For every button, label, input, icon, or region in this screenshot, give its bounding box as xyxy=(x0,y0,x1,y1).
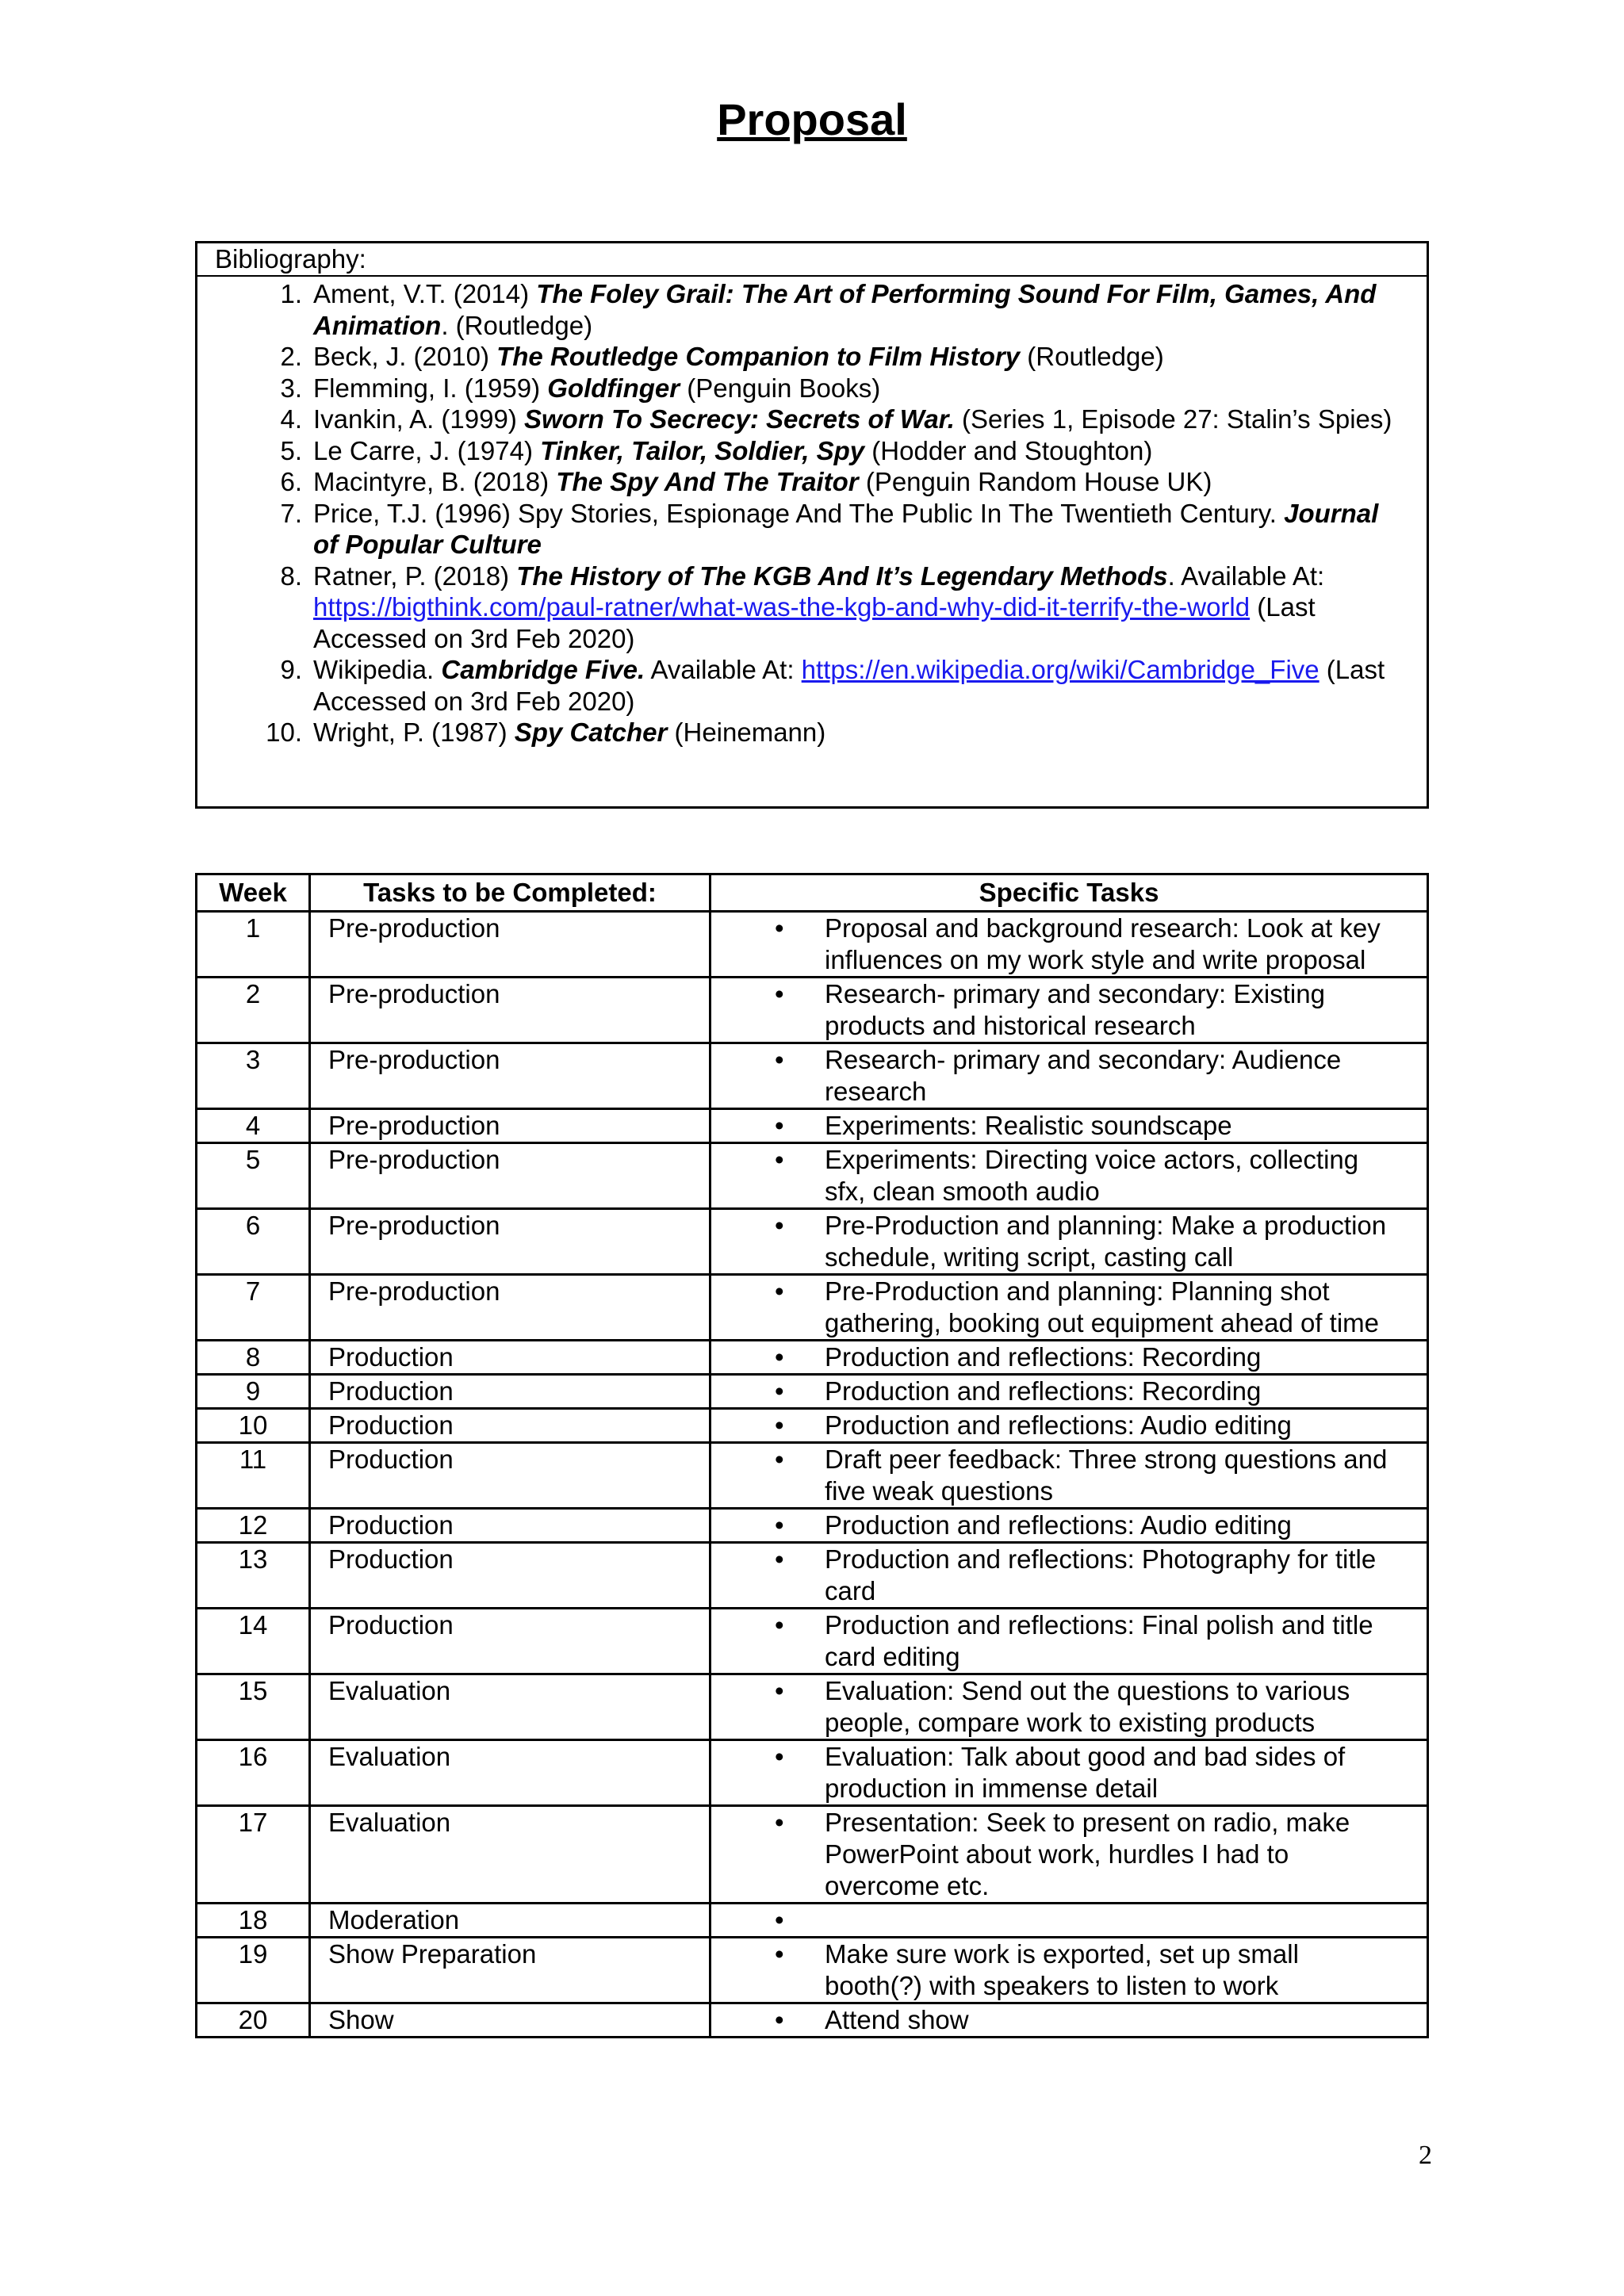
item-text: (Penguin Books) xyxy=(680,373,881,403)
bibliography-item xyxy=(197,278,1427,341)
table-row xyxy=(197,1674,1428,1740)
bibliography-item xyxy=(197,404,1427,435)
specific-task-text: Production and reflections: Photography for title card xyxy=(825,1544,1377,1605)
week-cell: 8 xyxy=(197,1341,310,1375)
item-title: The History of The KGB And It’s Legendary Methods xyxy=(516,561,1168,591)
item-title: The Foley Grail: The Art of Performing Sound For Film, Games, And Animation xyxy=(313,279,1377,340)
table-row xyxy=(197,1375,1428,1409)
specific-task-cell xyxy=(710,2003,1428,2038)
item-number: 6. xyxy=(280,467,302,496)
task-cell: Evaluation xyxy=(310,1674,710,1740)
task-cell: Moderation xyxy=(310,1904,710,1938)
header-tasks: Tasks to be Completed: xyxy=(310,874,710,912)
specific-task-cell xyxy=(710,1740,1428,1806)
specific-task-cell xyxy=(710,1543,1428,1609)
bullet-icon: • xyxy=(775,1145,784,1174)
bullet-icon: • xyxy=(775,1111,784,1140)
table-row xyxy=(197,1609,1428,1674)
bullet-icon: • xyxy=(775,1342,784,1372)
specific-task-cell xyxy=(710,1609,1428,1674)
table-row xyxy=(197,2003,1428,2038)
item-title: The Spy And The Traitor xyxy=(556,467,859,496)
task-cell: Pre-production xyxy=(310,912,710,978)
task-cell: Production xyxy=(310,1375,710,1409)
item-number: 10. xyxy=(266,718,302,747)
specific-task-cell xyxy=(710,912,1428,978)
specific-task-text: Draft peer feedback: Three strong questions and five weak questions xyxy=(825,1445,1388,1506)
item-text: Wright, P. (1987) xyxy=(313,718,515,747)
bibliography-item xyxy=(197,654,1427,717)
bullet-icon: • xyxy=(775,1510,784,1540)
table-row xyxy=(197,912,1428,978)
bullet-icon: • xyxy=(775,1610,784,1640)
task-cell: Evaluation xyxy=(310,1740,710,1806)
item-text: Wikipedia. xyxy=(313,655,442,684)
specific-task-cell xyxy=(710,1443,1428,1509)
schedule-table xyxy=(195,873,1429,2038)
specific-task-text: Research- primary and secondary: Audience research xyxy=(825,1045,1342,1106)
task-cell: Show Preparation xyxy=(310,1938,710,2003)
specific-task-cell xyxy=(710,1341,1428,1375)
table-row xyxy=(197,1209,1428,1275)
specific-task-text: Experiments: Directing voice actors, collecting sfx, clean smooth audio xyxy=(825,1145,1359,1206)
week-cell: 18 xyxy=(197,1904,310,1938)
item-text: Beck, J. (2010) xyxy=(313,342,497,371)
task-cell: Pre-production xyxy=(310,1275,710,1341)
item-title: Journal of Popular Culture xyxy=(313,498,1379,559)
specific-task-cell xyxy=(710,1043,1428,1109)
item-title: The Routledge Companion to Film History xyxy=(496,342,1021,371)
week-cell: 17 xyxy=(197,1806,310,1904)
header-specific: Specific Tasks xyxy=(710,874,1428,912)
task-cell: Pre-production xyxy=(310,1043,710,1109)
item-number: 9. xyxy=(280,655,302,684)
task-cell: Production xyxy=(310,1409,710,1443)
bibliography-heading: Bibliography: xyxy=(197,243,1427,277)
specific-task-text: Pre-Production and planning: Planning shot gathering, booking out equipment ahead of time xyxy=(825,1276,1379,1337)
specific-task-cell xyxy=(710,978,1428,1043)
table-row xyxy=(197,1806,1428,1904)
item-text: (Routledge) xyxy=(1020,342,1164,371)
item-text: Price, T.J. (1996) Spy Stories, Espionage And The Public In The Twentieth Century. xyxy=(313,498,1285,528)
table-row xyxy=(197,1543,1428,1609)
week-cell: 10 xyxy=(197,1409,310,1443)
item-number: 3. xyxy=(280,373,302,403)
task-cell: Production xyxy=(310,1509,710,1543)
table-row xyxy=(197,1443,1428,1509)
week-cell: 19 xyxy=(197,1938,310,2003)
item-text: Ivankin, A. (1999) xyxy=(313,404,524,434)
specific-task-cell xyxy=(710,1509,1428,1543)
header-week: Week xyxy=(197,874,310,912)
specific-task-cell xyxy=(710,1109,1428,1143)
specific-task-cell xyxy=(710,1674,1428,1740)
specific-task-text: Evaluation: Talk about good and bad sides of production in immense detail xyxy=(825,1742,1346,1803)
table-row xyxy=(197,1740,1428,1806)
specific-task-cell xyxy=(710,1209,1428,1275)
item-text: (Heinemann) xyxy=(667,718,826,747)
table-row xyxy=(197,1143,1428,1209)
item-text: (Series 1, Episode 27: Stalin’s Spies) xyxy=(954,404,1392,434)
week-cell: 9 xyxy=(197,1375,310,1409)
week-cell: 4 xyxy=(197,1109,310,1143)
item-text: Macintyre, B. (2018) xyxy=(313,467,557,496)
specific-task-cell xyxy=(710,1938,1428,2003)
specific-task-text: Experiments: Realistic soundscape xyxy=(825,1111,1232,1140)
bibliography-item xyxy=(197,498,1427,561)
item-text: Available At: xyxy=(645,655,802,684)
bullet-icon: • xyxy=(775,1376,784,1406)
task-cell: Production xyxy=(310,1609,710,1674)
specific-task-text: Production and reflections: Final polish and title card editing xyxy=(825,1610,1373,1671)
item-text: . Available At: xyxy=(1167,561,1325,591)
task-cell: Evaluation xyxy=(310,1806,710,1904)
bullet-icon: • xyxy=(775,1939,784,1969)
item-number: 7. xyxy=(280,498,302,528)
task-cell: Pre-production xyxy=(310,1109,710,1143)
week-cell: 5 xyxy=(197,1143,310,1209)
bullet-icon: • xyxy=(775,1276,784,1306)
table-row xyxy=(197,1275,1428,1341)
bibliography-box xyxy=(195,241,1429,809)
specific-task-text: Production and reflections: Audio editing xyxy=(825,1410,1292,1440)
bibliography-item xyxy=(197,435,1427,467)
table-row xyxy=(197,1938,1428,2003)
table-row xyxy=(197,978,1428,1043)
week-cell: 3 xyxy=(197,1043,310,1109)
item-text: (Last Accessed on 3rd Feb 2020) xyxy=(313,655,1385,716)
bullet-icon: • xyxy=(775,1676,784,1705)
task-cell: Production xyxy=(310,1443,710,1509)
bullet-icon: • xyxy=(775,1211,784,1240)
specific-task-cell xyxy=(710,1409,1428,1443)
bibliography-list xyxy=(197,277,1427,748)
specific-task-text: Evaluation: Send out the questions to various people, compare work to existing products xyxy=(825,1676,1350,1737)
reference-link[interactable]: https://en.wikipedia.org/wiki/Cambridge_Five xyxy=(801,655,1320,684)
item-title: Tinker, Tailor, Soldier, Spy xyxy=(540,435,865,465)
bibliography-item xyxy=(197,717,1427,748)
specific-task-cell xyxy=(710,1806,1428,1904)
schedule-header-row xyxy=(197,874,1428,912)
reference-link[interactable]: https://bigthink.com/paul-ratner/what-was-the-kgb-and-why-did-it-terrify-the-world xyxy=(313,592,1251,622)
specific-task-text: Production and reflections: Audio editing xyxy=(825,1510,1292,1540)
table-row xyxy=(197,1409,1428,1443)
specific-task-text: Attend show xyxy=(825,2005,969,2034)
table-row xyxy=(197,1109,1428,1143)
week-cell: 11 xyxy=(197,1443,310,1509)
specific-task-text: Presentation: Seek to present on radio, make PowerPoint about work, hurdles I had to overcome etc. xyxy=(825,1808,1350,1900)
page-title: Proposal xyxy=(717,94,907,144)
week-cell: 13 xyxy=(197,1543,310,1609)
item-number: 1. xyxy=(280,279,302,308)
item-number: 4. xyxy=(280,404,302,434)
table-row xyxy=(197,1043,1428,1109)
bullet-icon: • xyxy=(775,1410,784,1440)
week-cell: 12 xyxy=(197,1509,310,1543)
bullet-icon: • xyxy=(775,2005,784,2034)
week-cell: 1 xyxy=(197,912,310,978)
bullet-icon: • xyxy=(775,1544,784,1574)
item-title: Cambridge Five. xyxy=(441,655,645,684)
item-text: Le Carre, J. (1974) xyxy=(313,435,541,465)
week-cell: 2 xyxy=(197,978,310,1043)
specific-task-text: Make sure work is exported, set up small booth(?) with speakers to listen to work xyxy=(825,1939,1299,2000)
week-cell: 16 xyxy=(197,1740,310,1806)
bullet-icon: • xyxy=(775,979,784,1008)
specific-task-text: Research- primary and secondary: Existing products and historical research xyxy=(825,979,1325,1040)
item-text: Ament, V.T. (2014) xyxy=(313,279,537,308)
bibliography-item xyxy=(197,466,1427,498)
week-cell: 7 xyxy=(197,1275,310,1341)
item-text: Ratner, P. (2018) xyxy=(313,561,517,591)
bullet-icon: • xyxy=(775,1808,784,1837)
specific-task-cell xyxy=(710,1375,1428,1409)
week-cell: 14 xyxy=(197,1609,310,1674)
week-cell: 6 xyxy=(197,1209,310,1275)
bibliography-item xyxy=(197,341,1427,373)
item-title: Spy Catcher xyxy=(514,718,668,747)
task-cell: Pre-production xyxy=(310,978,710,1043)
week-cell: 20 xyxy=(197,2003,310,2038)
task-cell: Pre-production xyxy=(310,1143,710,1209)
bibliography-item xyxy=(197,561,1427,655)
task-cell: Production xyxy=(310,1341,710,1375)
specific-task-text: Proposal and background research: Look at key influences on my work style and write proposal xyxy=(825,913,1381,974)
item-number: 5. xyxy=(280,435,302,465)
specific-task-text: Production and reflections: Recording xyxy=(825,1376,1262,1406)
specific-task-cell xyxy=(710,1904,1428,1938)
table-row xyxy=(197,1509,1428,1543)
item-number: 2. xyxy=(280,342,302,371)
item-text: (Last Accessed on 3rd Feb 2020) xyxy=(313,592,1316,653)
specific-task-text: Pre-Production and planning: Make a production schedule, writing script, casting call xyxy=(825,1211,1387,1272)
task-cell: Show xyxy=(310,2003,710,2038)
table-row xyxy=(197,1341,1428,1375)
week-cell: 15 xyxy=(197,1674,310,1740)
specific-task-text: Production and reflections: Recording xyxy=(825,1342,1262,1372)
item-text: . (Routledge) xyxy=(441,310,593,340)
item-text: (Penguin Random House UK) xyxy=(858,467,1212,496)
specific-task-cell xyxy=(710,1275,1428,1341)
task-cell: Pre-production xyxy=(310,1209,710,1275)
specific-task-cell xyxy=(710,1143,1428,1209)
bullet-icon: • xyxy=(775,1445,784,1474)
bullet-icon: • xyxy=(775,913,784,943)
bullet-icon: • xyxy=(775,1905,784,1934)
task-cell: Production xyxy=(310,1543,710,1609)
item-title: Goldfinger xyxy=(547,373,680,403)
table-row xyxy=(197,1904,1428,1938)
bullet-icon: • xyxy=(775,1742,784,1771)
item-title: Sworn To Secrecy: Secrets of War. xyxy=(523,404,955,434)
item-text: (Hodder and Stoughton) xyxy=(864,435,1153,465)
bullet-icon: • xyxy=(775,1045,784,1074)
page-number: 2 xyxy=(1419,2141,1432,2170)
item-number: 8. xyxy=(280,561,302,591)
bibliography-item xyxy=(197,373,1427,404)
item-text: Flemming, I. (1959) xyxy=(313,373,548,403)
